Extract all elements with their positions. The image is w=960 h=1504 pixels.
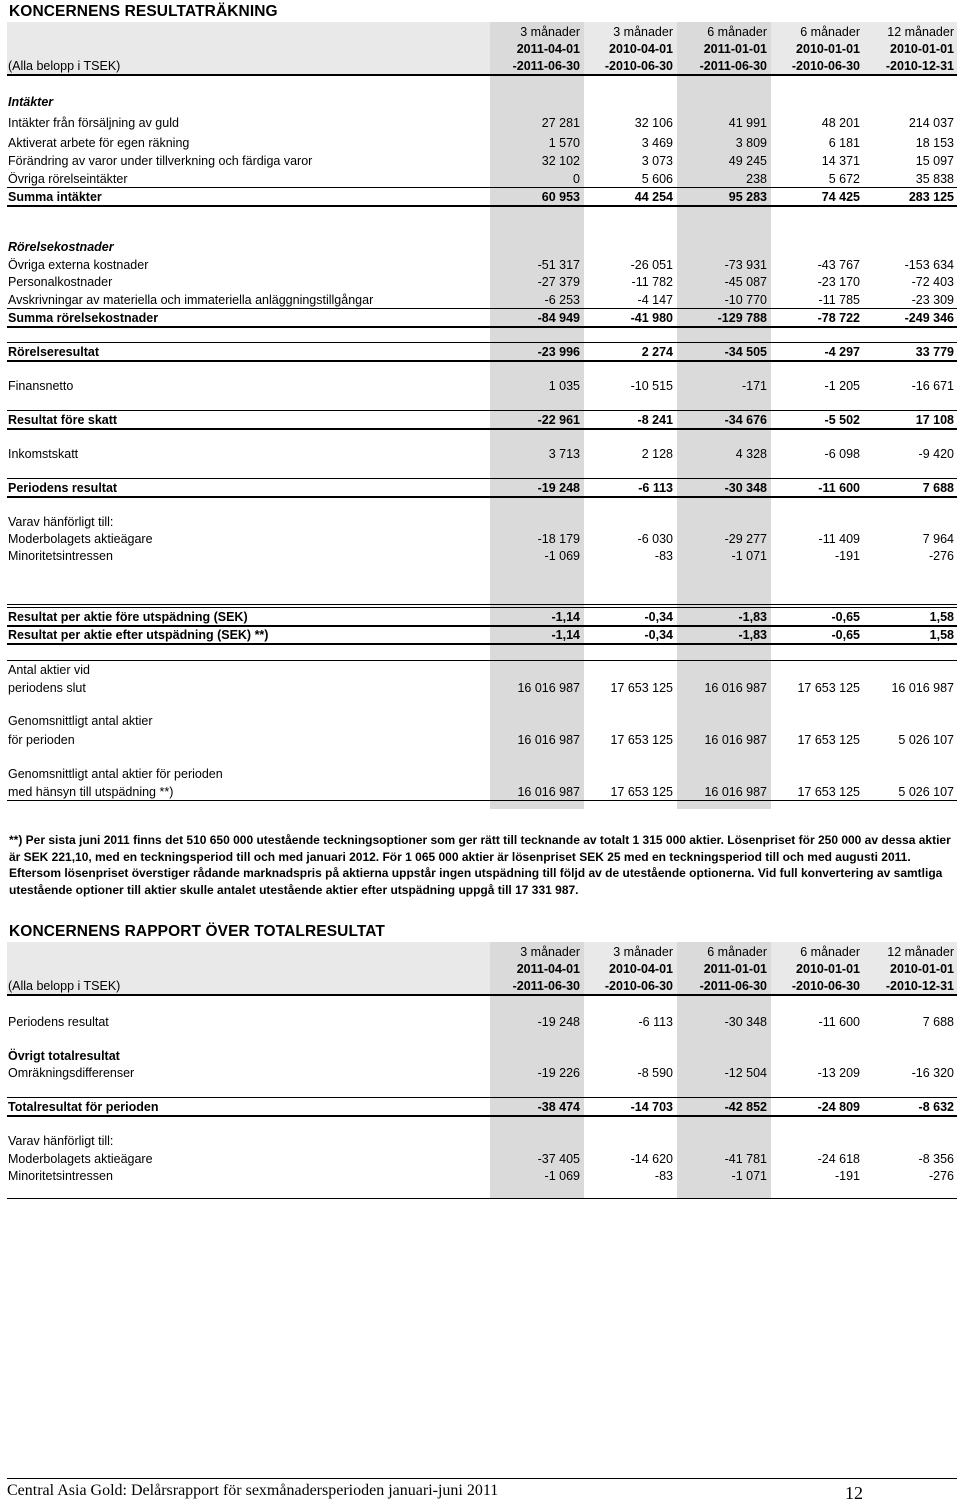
row-label: Resultat per aktie före utspädning (SEK) bbox=[8, 610, 248, 624]
row-value: -249 346 bbox=[904, 311, 954, 325]
row-value: -10 770 bbox=[724, 293, 767, 307]
row-label: Övrigt totalresultat bbox=[8, 1049, 120, 1063]
row-value: 15 097 bbox=[915, 154, 954, 168]
row-value: 5 672 bbox=[828, 172, 860, 186]
row-value: -171 bbox=[741, 379, 767, 393]
row-value: -6 253 bbox=[544, 293, 580, 307]
section-rule bbox=[7, 604, 957, 605]
table-row bbox=[0, 93, 960, 111]
row-value: -22 961 bbox=[537, 413, 580, 427]
row-value: -8 632 bbox=[918, 1100, 954, 1114]
row-value: 17 653 125 bbox=[610, 785, 673, 799]
row-value: -41 980 bbox=[630, 311, 673, 325]
header-period-len: 6 månader bbox=[800, 945, 860, 959]
row-value: 0 bbox=[573, 172, 580, 186]
row-label: Minoritetsintressen bbox=[8, 549, 113, 563]
header-period-from: 2010-01-01 bbox=[796, 42, 860, 56]
row-label: Intäkter bbox=[8, 95, 54, 109]
row-value: 283 125 bbox=[908, 190, 954, 204]
row-value: -42 852 bbox=[724, 1100, 767, 1114]
row-value: -26 051 bbox=[630, 258, 673, 272]
table-row bbox=[0, 783, 960, 801]
row-label: Resultat före skatt bbox=[8, 413, 118, 427]
row-value: -29 277 bbox=[724, 532, 767, 546]
row-value: -51 317 bbox=[537, 258, 580, 272]
header-row-len bbox=[0, 943, 960, 961]
table-row bbox=[0, 765, 960, 783]
row-value: 17 108 bbox=[915, 413, 954, 427]
row-value: 14 371 bbox=[821, 154, 860, 168]
row-value: -153 634 bbox=[904, 258, 954, 272]
row-value: 1 570 bbox=[548, 136, 580, 150]
header-period-to: -2010-06-30 bbox=[604, 59, 673, 73]
row-value: -191 bbox=[834, 549, 860, 563]
row-value: -1 071 bbox=[731, 549, 767, 563]
row-label: Övriga rörelseintäkter bbox=[8, 172, 128, 186]
section-rule bbox=[7, 800, 957, 801]
table-row bbox=[0, 530, 960, 548]
row-value: -1 069 bbox=[544, 549, 580, 563]
row-value: -129 788 bbox=[717, 311, 767, 325]
row-rule-top bbox=[7, 478, 957, 479]
table-row bbox=[0, 273, 960, 291]
row-value: -1,83 bbox=[738, 610, 767, 624]
row-label: Aktiverat arbete för egen räkning bbox=[8, 136, 190, 150]
row-value: -23 996 bbox=[537, 345, 580, 359]
comprehensive-bottom-rule bbox=[7, 1198, 957, 1199]
row-value: -27 379 bbox=[537, 275, 580, 289]
header-row-from bbox=[0, 40, 960, 58]
header-period-from: 2010-01-01 bbox=[796, 962, 860, 976]
row-value: 17 653 125 bbox=[610, 681, 673, 695]
header-amount-unit: (Alla belopp i TSEK) bbox=[8, 59, 121, 73]
table-row bbox=[0, 1167, 960, 1185]
row-value: -78 722 bbox=[817, 311, 860, 325]
row-value: 1,58 bbox=[929, 610, 954, 624]
row-rule-top bbox=[7, 187, 957, 188]
row-value: -24 618 bbox=[817, 1152, 860, 1166]
row-value: 41 991 bbox=[728, 116, 767, 130]
row-value: 44 254 bbox=[634, 190, 673, 204]
header-period-from: 2010-04-01 bbox=[609, 962, 673, 976]
row-value: -45 087 bbox=[724, 275, 767, 289]
header-period-to: -2010-12-31 bbox=[885, 59, 954, 73]
row-value: 3 469 bbox=[641, 136, 673, 150]
table-row bbox=[0, 1098, 960, 1116]
row-value: 49 245 bbox=[728, 154, 767, 168]
row-value: 17 653 125 bbox=[797, 785, 860, 799]
header-period-len: 6 månader bbox=[800, 25, 860, 39]
row-value: -11 409 bbox=[818, 532, 860, 546]
income-footnote: **) Per sista juni 2011 finns det 510 650 000 utestående teckningsoptioner som ger rätt till tecknande av totalt 1 315 000 aktier. Lösenpriset för 250 000 av dessa aktier är SEK 221,10, med en teckningsperiod till och med januari 2012. För 1 065 000 aktier är lösenpriset SEK 25 med en teckningsperiod till och med augusti 2011. Eftersom lösenpriset överstiger rådande marknadspris på aktierna uppstår ingen utspädning till följd av de utestående optionerna. Vid full konvertering av samtliga utestående optioner till aktier skulle antalet utestående aktier efter utspädning uppgå till 17 331 987. bbox=[9, 833, 951, 897]
table-row bbox=[0, 291, 960, 309]
table-row bbox=[0, 1064, 960, 1082]
row-value: -43 767 bbox=[817, 258, 860, 272]
row-label: Varav hänförligt till: bbox=[8, 1134, 114, 1148]
table-row bbox=[0, 238, 960, 256]
row-value: 17 653 125 bbox=[797, 681, 860, 695]
row-value: 18 153 bbox=[915, 136, 954, 150]
row-value: 32 102 bbox=[541, 154, 580, 168]
header-period-len: 3 månader bbox=[520, 25, 580, 39]
table-row bbox=[0, 1132, 960, 1150]
row-value: -19 226 bbox=[537, 1066, 580, 1080]
row-value: -11 600 bbox=[818, 481, 860, 495]
row-value: -1,14 bbox=[551, 610, 580, 624]
row-value: 3 713 bbox=[548, 447, 580, 461]
row-value: -19 248 bbox=[537, 1015, 580, 1029]
row-label: Omräkningsdifferenser bbox=[8, 1066, 135, 1080]
row-rule-top bbox=[7, 342, 957, 343]
table-row bbox=[0, 343, 960, 361]
table-row bbox=[0, 679, 960, 697]
table-row bbox=[0, 445, 960, 463]
header-row-to bbox=[0, 977, 960, 995]
row-label: för perioden bbox=[8, 733, 75, 747]
row-value: -12 504 bbox=[724, 1066, 767, 1080]
row-value: 238 bbox=[746, 172, 767, 186]
row-value: -11 785 bbox=[818, 293, 860, 307]
row-value: 7 688 bbox=[922, 481, 954, 495]
row-rule-bottom bbox=[7, 360, 957, 362]
row-label: Övriga externa kostnader bbox=[8, 258, 149, 272]
header-period-to: -2010-06-30 bbox=[791, 979, 860, 993]
header-period-len: 3 månader bbox=[520, 945, 580, 959]
table-row bbox=[0, 1047, 960, 1065]
row-value: 17 653 125 bbox=[610, 733, 673, 747]
row-rule-bottom bbox=[7, 205, 957, 207]
row-label: Genomsnittligt antal aktier för perioden bbox=[8, 767, 223, 781]
row-value: -1 071 bbox=[731, 1169, 767, 1183]
row-label: Periodens resultat bbox=[8, 1015, 109, 1029]
row-value: -1 069 bbox=[544, 1169, 580, 1183]
row-label: med hänsyn till utspädning **) bbox=[8, 785, 174, 799]
header-period-len: 3 månader bbox=[613, 25, 673, 39]
row-value: 35 838 bbox=[915, 172, 954, 186]
row-value: -30 348 bbox=[724, 1015, 767, 1029]
row-value: 6 181 bbox=[828, 136, 860, 150]
row-value: -0,65 bbox=[831, 610, 860, 624]
row-value: -19 248 bbox=[537, 481, 580, 495]
row-value: -6 113 bbox=[638, 481, 673, 495]
row-label: Inkomstskatt bbox=[8, 447, 79, 461]
header-period-len: 3 månader bbox=[613, 945, 673, 959]
income-statement-title: KONCERNENS RESULTATRÄKNING bbox=[9, 3, 278, 20]
header-period-from: 2011-04-01 bbox=[516, 962, 580, 976]
row-value: 16 016 987 bbox=[517, 681, 580, 695]
row-value: 33 779 bbox=[915, 345, 954, 359]
header-period-len: 6 månader bbox=[707, 945, 767, 959]
header-period-from: 2010-04-01 bbox=[609, 42, 673, 56]
row-value: 16 016 987 bbox=[891, 681, 954, 695]
row-label: Moderbolagets aktieägare bbox=[8, 532, 153, 546]
row-value: 16 016 987 bbox=[704, 681, 767, 695]
row-rule-bottom bbox=[7, 496, 957, 498]
table-row bbox=[0, 731, 960, 749]
row-label: Minoritetsintressen bbox=[8, 1169, 113, 1183]
row-value: 16 016 987 bbox=[517, 785, 580, 799]
header-amount-unit: (Alla belopp i TSEK) bbox=[8, 979, 121, 993]
row-value: -276 bbox=[928, 1169, 954, 1183]
row-value: -11 600 bbox=[818, 1015, 860, 1029]
row-label: Antal aktier vid bbox=[8, 663, 90, 677]
row-value: -23 309 bbox=[911, 293, 954, 307]
row-value: 48 201 bbox=[821, 116, 860, 130]
header-period-to: -2010-06-30 bbox=[791, 59, 860, 73]
row-value: -1,83 bbox=[738, 628, 767, 642]
row-value: -24 809 bbox=[817, 1100, 860, 1114]
row-value: -34 505 bbox=[724, 345, 767, 359]
table-row bbox=[0, 170, 960, 188]
row-value: 16 016 987 bbox=[704, 785, 767, 799]
header-period-from: 2010-01-01 bbox=[890, 42, 954, 56]
row-value: -16 320 bbox=[911, 1066, 954, 1080]
row-value: 32 106 bbox=[634, 116, 673, 130]
header-period-to: -2011-06-30 bbox=[512, 59, 580, 73]
row-value: 4 328 bbox=[735, 447, 767, 461]
header-period-to: -2011-06-30 bbox=[699, 979, 767, 993]
row-rule-top bbox=[7, 625, 957, 626]
table-row bbox=[0, 513, 960, 531]
row-value: -73 931 bbox=[724, 258, 767, 272]
table-row bbox=[0, 309, 960, 327]
header-period-to: -2011-06-30 bbox=[512, 979, 580, 993]
row-label: Periodens resultat bbox=[8, 481, 118, 495]
row-label: Finansnetto bbox=[8, 379, 74, 393]
row-rule-bottom bbox=[7, 643, 957, 645]
header-period-to: -2011-06-30 bbox=[699, 59, 767, 73]
row-rule-top bbox=[7, 1097, 957, 1098]
income-header-rule bbox=[7, 74, 957, 76]
row-value: -84 949 bbox=[537, 311, 580, 325]
row-value: 16 016 987 bbox=[704, 733, 767, 747]
table-row bbox=[0, 377, 960, 395]
row-value: -0,65 bbox=[831, 628, 860, 642]
row-value: -4 147 bbox=[637, 293, 673, 307]
row-value: 95 283 bbox=[728, 190, 767, 204]
row-value: -16 671 bbox=[911, 379, 954, 393]
row-value: 3 073 bbox=[641, 154, 673, 168]
row-value: -34 676 bbox=[724, 413, 767, 427]
table-row bbox=[0, 134, 960, 152]
row-value: -37 405 bbox=[537, 1152, 580, 1166]
row-label: Avskrivningar av materiella och immateriella anläggningstillgångar bbox=[8, 293, 374, 307]
footer-text: Central Asia Gold: Delårsrapport för sexmånadersperioden januari-juni 2011 bbox=[7, 1482, 499, 1499]
row-value: 7 964 bbox=[922, 532, 954, 546]
row-value: -72 403 bbox=[911, 275, 954, 289]
header-row-to bbox=[0, 57, 960, 75]
row-value: -23 170 bbox=[817, 275, 860, 289]
row-value: 74 425 bbox=[821, 190, 860, 204]
row-label: Genomsnittligt antal aktier bbox=[8, 714, 153, 728]
row-value: 5 606 bbox=[641, 172, 673, 186]
row-rule-bottom bbox=[7, 326, 957, 328]
header-period-from: 2011-01-01 bbox=[703, 42, 767, 56]
row-rule-top bbox=[7, 308, 957, 309]
table-row bbox=[0, 712, 960, 730]
row-rule-bottom bbox=[7, 428, 957, 430]
header-period-from: 2010-01-01 bbox=[890, 962, 954, 976]
row-value: -8 356 bbox=[918, 1152, 954, 1166]
header-period-len: 12 månader bbox=[887, 25, 954, 39]
header-period-len: 12 månader bbox=[887, 945, 954, 959]
row-label: periodens slut bbox=[8, 681, 86, 695]
row-value: -10 515 bbox=[630, 379, 673, 393]
row-value: -0,34 bbox=[644, 610, 673, 624]
row-value: -6 113 bbox=[638, 1015, 673, 1029]
row-label: Rörelseresultat bbox=[8, 345, 100, 359]
header-period-to: -2010-06-30 bbox=[604, 979, 673, 993]
row-label: Summa rörelsekostnader bbox=[8, 311, 159, 325]
row-label: Personalkostnader bbox=[8, 275, 113, 289]
row-value: -4 297 bbox=[824, 345, 860, 359]
row-value: -9 420 bbox=[918, 447, 954, 461]
table-row bbox=[0, 479, 960, 497]
row-value: -6 098 bbox=[824, 447, 860, 461]
row-value: 1 035 bbox=[548, 379, 580, 393]
comprehensive-header-rule bbox=[7, 994, 957, 996]
row-label: Moderbolagets aktieägare bbox=[8, 1152, 153, 1166]
row-value: -191 bbox=[834, 1169, 860, 1183]
row-value: -1,14 bbox=[551, 628, 580, 642]
row-value: -11 782 bbox=[631, 275, 673, 289]
row-value: 2 274 bbox=[641, 345, 673, 359]
table-row bbox=[0, 547, 960, 565]
table-row bbox=[0, 188, 960, 206]
row-value: -83 bbox=[654, 549, 673, 563]
row-value: -0,34 bbox=[644, 628, 673, 642]
table-row bbox=[0, 1013, 960, 1031]
row-value: 2 128 bbox=[641, 447, 673, 461]
row-value: 5 026 107 bbox=[898, 733, 954, 747]
row-value: -41 781 bbox=[724, 1152, 767, 1166]
row-value: 17 653 125 bbox=[797, 733, 860, 747]
row-rule-bottom bbox=[7, 1115, 957, 1117]
page-footer bbox=[7, 1478, 957, 1501]
section-rule bbox=[7, 660, 957, 661]
table-row bbox=[0, 256, 960, 274]
header-period-to: -2010-12-31 bbox=[885, 979, 954, 993]
row-value: -6 030 bbox=[637, 532, 673, 546]
row-label: Totalresultat för perioden bbox=[8, 1100, 159, 1114]
row-value: 27 281 bbox=[541, 116, 580, 130]
header-period-from: 2011-04-01 bbox=[516, 42, 580, 56]
row-label: Resultat per aktie efter utspädning (SEK) **) bbox=[8, 628, 269, 642]
row-value: -30 348 bbox=[724, 481, 767, 495]
row-label: Förändring av varor under tillverkning och färdiga varor bbox=[8, 154, 313, 168]
row-value: -14 703 bbox=[630, 1100, 673, 1114]
header-row-len bbox=[0, 23, 960, 41]
row-value: 7 688 bbox=[922, 1015, 954, 1029]
row-value: 16 016 987 bbox=[517, 733, 580, 747]
row-value: -18 179 bbox=[537, 532, 580, 546]
row-label: Summa intäkter bbox=[8, 190, 102, 204]
row-value: -8 590 bbox=[637, 1066, 673, 1080]
row-value: -276 bbox=[928, 549, 954, 563]
row-value: -14 620 bbox=[630, 1152, 673, 1166]
row-value: 3 809 bbox=[735, 136, 767, 150]
page-number: 12 bbox=[845, 1483, 863, 1503]
row-rule-top bbox=[7, 410, 957, 411]
row-value: -83 bbox=[654, 1169, 673, 1183]
table-row bbox=[0, 114, 960, 132]
row-rule-top bbox=[7, 607, 957, 608]
row-value: 214 037 bbox=[908, 116, 954, 130]
row-value: -1 205 bbox=[824, 379, 860, 393]
row-value: 60 953 bbox=[541, 190, 580, 204]
row-value: 5 026 107 bbox=[898, 785, 954, 799]
row-value: -13 209 bbox=[817, 1066, 860, 1080]
table-row bbox=[0, 661, 960, 679]
row-label: Rörelsekostnader bbox=[8, 240, 114, 254]
table-row bbox=[0, 1150, 960, 1168]
table-row bbox=[0, 608, 960, 626]
header-row-from bbox=[0, 960, 960, 978]
table-row bbox=[0, 626, 960, 644]
header-period-len: 6 månader bbox=[707, 25, 767, 39]
comprehensive-income-title: KONCERNENS RAPPORT ÖVER TOTALRESULTAT bbox=[9, 923, 385, 940]
row-value: -5 502 bbox=[824, 413, 860, 427]
table-row bbox=[0, 152, 960, 170]
table-row bbox=[0, 411, 960, 429]
row-value: 1,58 bbox=[929, 628, 954, 642]
header-period-from: 2011-01-01 bbox=[703, 962, 767, 976]
row-value: -38 474 bbox=[537, 1100, 580, 1114]
row-label: Intäkter från försäljning av guld bbox=[8, 116, 179, 130]
row-label: Varav hänförligt till: bbox=[8, 515, 114, 529]
row-value: -8 241 bbox=[637, 413, 673, 427]
